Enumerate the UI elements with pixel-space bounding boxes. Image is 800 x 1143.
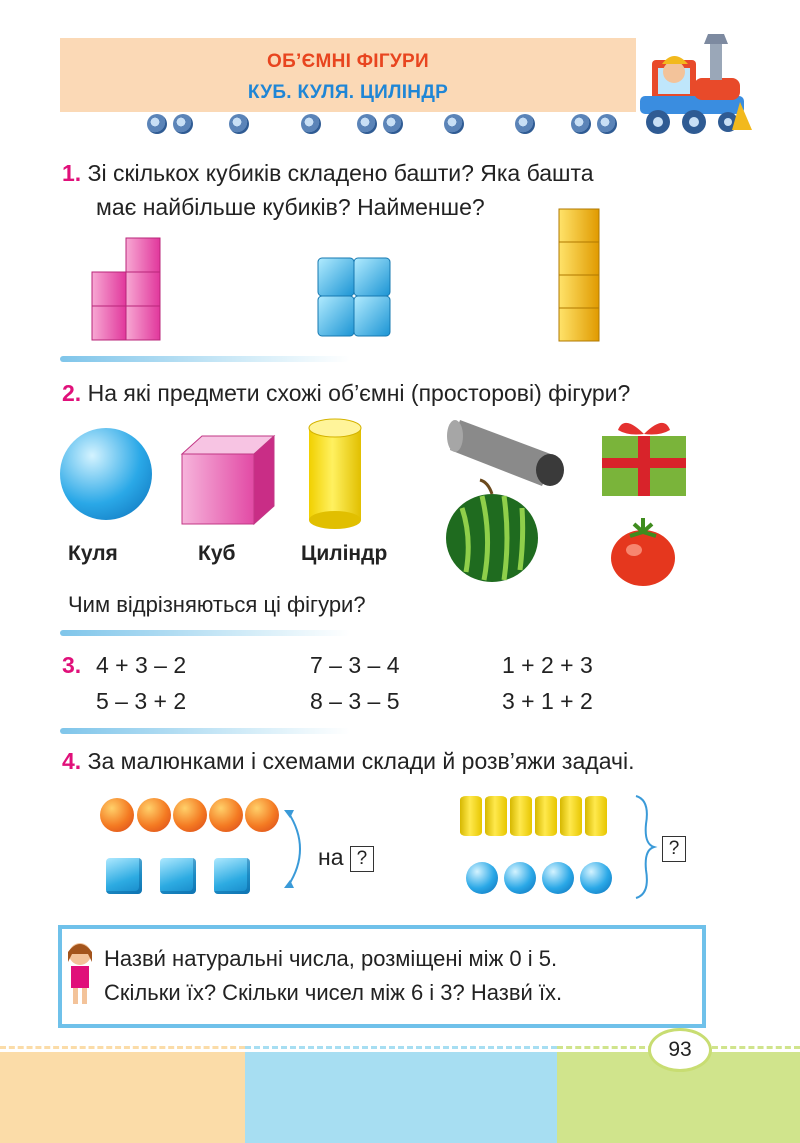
page-subtitle: КУБ. КУЛЯ. ЦИЛІНДР	[247, 82, 449, 103]
yellow-cylinder-icon	[303, 416, 367, 532]
expression: 7 – 3 – 4	[310, 652, 400, 678]
page-number: 93	[648, 1028, 712, 1072]
note-line2: Скільки їх? Скільки чисел між 6 і 3? Назви́ їх.	[104, 980, 563, 1005]
task-2-text	[62, 376, 742, 410]
task-2-followup: Чим відрізняються ці фігури?	[68, 592, 366, 617]
section-divider	[60, 630, 350, 636]
difference-label: на ?	[318, 840, 374, 874]
note-line1: Назви́ натуральні числа, розміщені між 0 і 5.	[104, 946, 558, 971]
task-4-question: За малюнками і схемами склади й розв’яжи задачі.	[87, 748, 635, 774]
section-divider	[60, 356, 350, 362]
expression: 4 + 3 – 2	[96, 652, 187, 678]
header-banner	[60, 38, 636, 112]
tomato-icon	[608, 514, 678, 588]
task-1-line1: Зі скількох кубиків складено башти? Яка башта	[87, 160, 594, 186]
task-4-text	[62, 744, 742, 778]
girl-mascot-icon	[62, 940, 98, 1010]
yellow-cube-tower-icon	[555, 205, 605, 345]
footer-band-orange	[0, 1052, 245, 1143]
task-1-line2: має найбільше кубиків? Найменше?	[96, 194, 485, 220]
expression: 1 + 2 + 3	[502, 652, 593, 678]
brace-icon	[632, 794, 658, 900]
label-cube: Куб	[198, 542, 236, 565]
blue-cube-tower-icon	[316, 254, 396, 340]
task-number: 1.	[62, 160, 82, 186]
expression: 5 – 3 + 2	[96, 688, 187, 714]
task-number: 2.	[62, 380, 82, 406]
sphere-icon	[60, 428, 152, 520]
pink-cube-icon	[178, 434, 278, 526]
footer-band-blue	[245, 1052, 557, 1143]
page-title: ОБ’ЄМНІ ФІГУРИ	[267, 51, 429, 72]
task-2-question: На які предмети схожі об’ємні (просторові) фігури?	[87, 380, 631, 406]
task-number: 4.	[62, 748, 82, 774]
footer-dash	[0, 1046, 245, 1049]
task-3-number: 3.	[62, 652, 82, 678]
watermelon-icon	[442, 478, 542, 584]
footer-dash	[245, 1046, 557, 1049]
label-sphere: Куля	[68, 542, 118, 565]
train-engine-icon	[632, 30, 752, 138]
double-arrow-icon	[282, 806, 312, 892]
expression: 8 – 3 – 5	[310, 688, 400, 714]
expression: 3 + 1 + 2	[502, 688, 593, 714]
section-divider	[60, 728, 350, 734]
answer-box: ?	[350, 846, 374, 872]
pink-cube-tower-icon	[90, 236, 170, 346]
label-cylinder: Циліндр	[301, 542, 388, 565]
total-answer-box: ?	[662, 836, 686, 862]
gift-box-icon	[598, 414, 690, 498]
task-1-text	[62, 156, 702, 224]
